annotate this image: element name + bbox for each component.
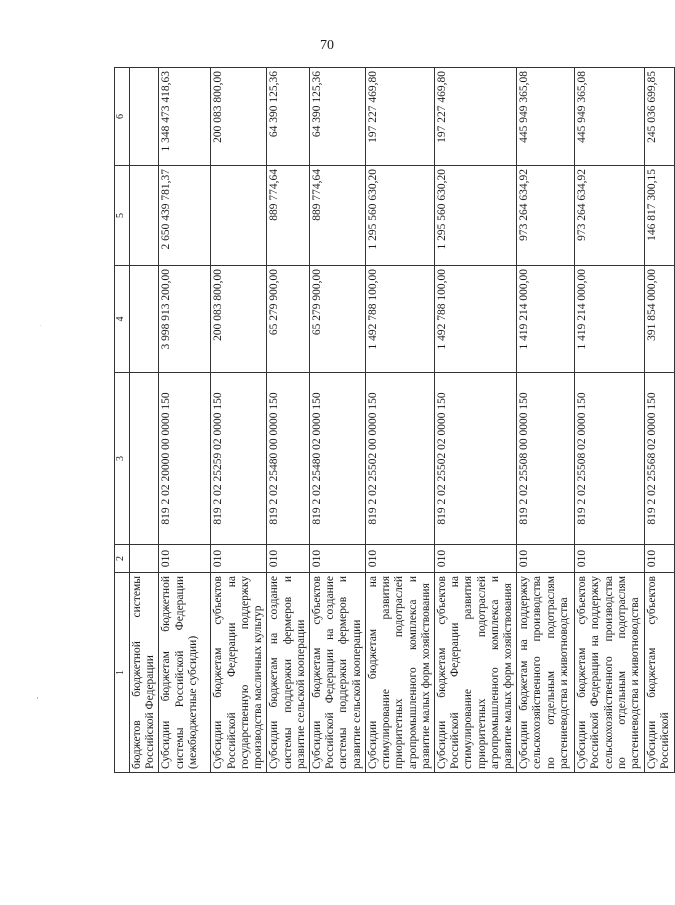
row-approved-amount [130,266,159,373]
row-approved-amount: 1 492 788 100,00 [365,266,434,373]
table-row [309,68,365,773]
row-budget-code: 819 2 02 25508 00 0000 150 [517,373,575,545]
row-remaining-amount: 64 390 125,36 [267,68,310,166]
row-name: Субсидии бюджетам на стимулирование развития приоритетных подотраслей агропромышленного комплекса и развитие малых форм хозяйствования [365,573,434,773]
row-remaining-amount [130,68,159,166]
row-remaining-amount: 200 083 800,00 [211,68,267,166]
row-executed-amount: 973 264 634,92 [575,166,645,266]
row-executed-amount: 1 295 560 630,20 [434,166,516,266]
row-approved-amount: 1 492 788 100,00 [434,266,516,373]
page-number: 70 [320,38,334,53]
column-header-4: 4 [115,266,130,373]
row-code: 010 [517,545,575,573]
row-code: 010 [159,545,211,573]
table-row [365,68,434,773]
table-row [130,68,159,773]
row-name: Субсидии бюджетам субъектов Российской Федерации на государственную поддержку производства масличных культур [211,573,267,773]
table-row [645,68,674,773]
table-row [159,68,211,773]
table-row [517,68,575,773]
row-name: Субсидии бюджетам на создание системы поддержки фермеров и развитие сельской кооперации [267,573,310,773]
row-executed-amount: 973 264 634,92 [517,166,575,266]
row-budget-code: 819 2 02 25502 02 0000 150 [434,373,516,545]
scan-speck: · [36,693,39,703]
row-approved-amount: 3 998 913 200,00 [159,266,211,373]
row-budget-code: 819 2 02 25568 02 0000 150 [645,373,674,545]
row-budget-code: 819 2 02 25508 02 0000 150 [575,373,645,545]
row-executed-amount: 2 650 439 781,37 [159,166,211,266]
row-budget-code: 819 2 02 25502 00 0000 150 [365,373,434,545]
rotated-table-wrapper [114,68,672,773]
column-header-1: 1 [115,573,130,773]
row-name: Субсидии бюджетам субъектов Российской Федерации на поддержку сельскохозяйственного производства по отдельным подотраслям растениеводства и животноводства [575,573,645,773]
row-code: 010 [309,545,365,573]
row-code: 010 [645,545,674,573]
row-code: 010 [434,545,516,573]
row-code: 010 [267,545,310,573]
row-executed-amount [211,166,267,266]
row-approved-amount: 391 854 000,00 [645,266,674,373]
scan-speck: . [40,322,42,328]
table-row [575,68,645,773]
row-budget-code [130,373,159,545]
table-row [267,68,310,773]
rotated-table-frame [114,68,672,773]
header-row [115,68,130,773]
row-budget-code: 819 2 02 25480 02 0000 150 [309,373,365,545]
row-name: бюджетов бюджетной системы Российской Федерации [130,573,159,773]
table-row [211,68,267,773]
row-executed-amount: 889 774,64 [267,166,310,266]
row-executed-amount: 889 774,64 [309,166,365,266]
row-approved-amount: 65 279 900,00 [309,266,365,373]
table-row [434,68,516,773]
row-remaining-amount: 445 949 365,08 [575,68,645,166]
row-remaining-amount: 1 348 473 418,63 [159,68,211,166]
row-name: Субсидии бюджетам субъектов Российской [645,573,674,773]
row-name: Субсидии бюджетам на поддержку сельскохозяйственного производства по отдельным подотраслям растениеводства и животноводства [517,573,575,773]
row-approved-amount: 1 419 214 000,00 [575,266,645,373]
row-approved-amount: 1 419 214 000,00 [517,266,575,373]
row-remaining-amount: 245 036 699,85 [645,68,674,166]
row-remaining-amount: 197 227 469,80 [365,68,434,166]
row-name: Субсидии бюджетам субъектов Российской Федерации на создание системы поддержки фермеров и развитие сельской кооперации [309,573,365,773]
row-name: Субсидии бюджетам бюджетной системы Российской Федерации (межбюджетные субсидии) [159,573,211,773]
row-code [130,545,159,573]
row-approved-amount: 200 083 800,00 [211,266,267,373]
row-budget-code: 819 2 02 20000 00 0000 150 [159,373,211,545]
row-budget-code: 819 2 02 25259 02 0000 150 [211,373,267,545]
row-executed-amount: 1 295 560 630,20 [365,166,434,266]
budget-table [114,67,675,773]
row-executed-amount [130,166,159,266]
column-header-6: 6 [115,68,130,166]
row-budget-code: 819 2 02 25480 00 0000 150 [267,373,310,545]
row-name: Субсидии бюджетам субъектов Российской Федерации на стимулирование развития приоритетных подотраслей агропромышленного комплекса и развитие малых форм хозяйствования [434,573,516,773]
row-remaining-amount: 445 949 365,08 [517,68,575,166]
column-header-3: 3 [115,373,130,545]
row-code: 010 [211,545,267,573]
row-approved-amount: 65 279 900,00 [267,266,310,373]
row-executed-amount: 146 817 300,15 [645,166,674,266]
row-remaining-amount: 64 390 125,36 [309,68,365,166]
row-code: 010 [575,545,645,573]
column-header-2: 2 [115,545,130,573]
column-header-5: 5 [115,166,130,266]
row-remaining-amount: 197 227 469,80 [434,68,516,166]
row-code: 010 [365,545,434,573]
